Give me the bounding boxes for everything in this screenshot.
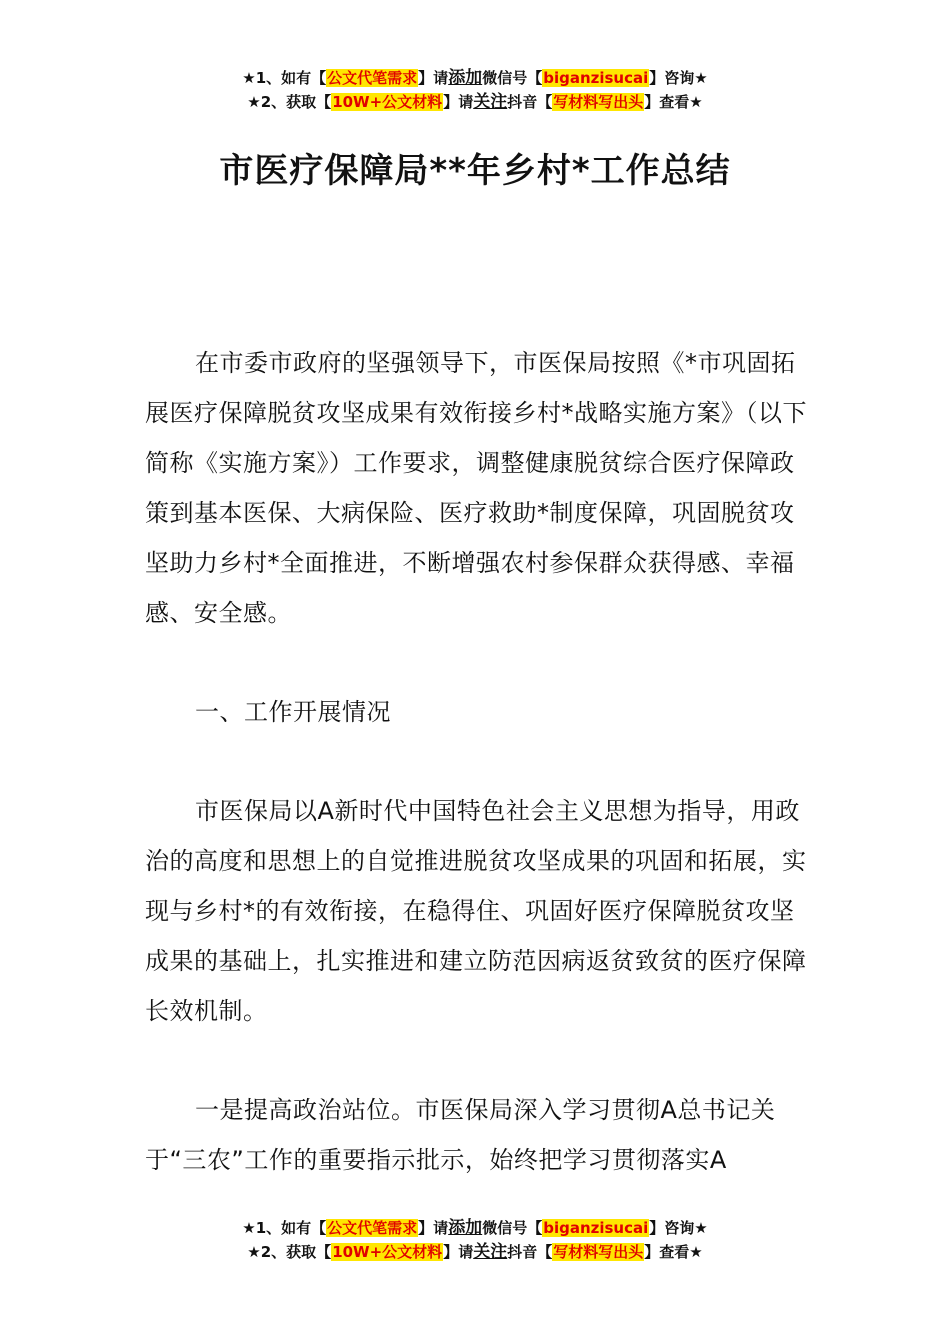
highlight-materials: 10W+公文材料	[332, 1243, 443, 1261]
douyin-account: 写材料写出头	[553, 93, 644, 111]
footer-banner	[0, 1216, 950, 1264]
paragraph-political-stance: 一是提高政治站位。市医保局深入学习贯彻A总书记关于“三农”工作的重要指示批示，始终把学习贯彻落实A	[145, 1096, 776, 1174]
banner-line-1: ★1、如有【公文代笔需求】请添加微信号【biganzisucai】咨询★	[242, 1218, 708, 1238]
highlight-materials: 10W+公文材料	[332, 93, 443, 111]
banner-line-1: ★1、如有【公文代笔需求】请添加微信号【biganzisucai】咨询★	[242, 68, 708, 88]
highlight-ghostwriting: 公文代笔需求	[327, 69, 418, 87]
header-banner	[0, 66, 950, 114]
paragraph-intro: 在市委市政府的坚强领导下，市医保局按照《*市巩固拓展医疗保障脱贫攻坚成果有效衔接乡村*战略实施方案》（以下简称《实施方案》）工作要求，调整健康脱贫综合医疗保障政策到基本医保、大病保险、医疗救助*制度保障，巩固脱贫攻坚助力乡村*全面推进，不断增强农村参保群众获得感、幸福感、安全感。	[145, 349, 807, 627]
paragraph-guidance: 市医保局以A新时代中国特色社会主义思想为指导，用政治的高度和思想上的自觉推进脱贫攻坚成果的巩固和拓展，实现与乡村*的有效衔接，在稳得住、巩固好医疗保障脱贫攻坚成果的基础上，扎实推进和建立防范因病返贫致贫的医疗保障长效机制。	[145, 797, 807, 1025]
douyin-account: 写材料写出头	[553, 1243, 644, 1261]
banner-line-2: ★2、获取【10W+公文材料】请关注抖音【写材料写出头】查看★	[247, 1242, 703, 1262]
wechat-id: biganzisucai	[543, 1219, 649, 1237]
section-heading: 一、工作开展情况	[195, 698, 391, 726]
document-title: 市医疗保障局**年乡村*工作总结	[219, 151, 731, 191]
highlight-ghostwriting: 公文代笔需求	[327, 1219, 418, 1237]
banner-line-2: ★2、获取【10W+公文材料】请关注抖音【写材料写出头】查看★	[247, 92, 703, 112]
wechat-id: biganzisucai	[543, 69, 649, 87]
